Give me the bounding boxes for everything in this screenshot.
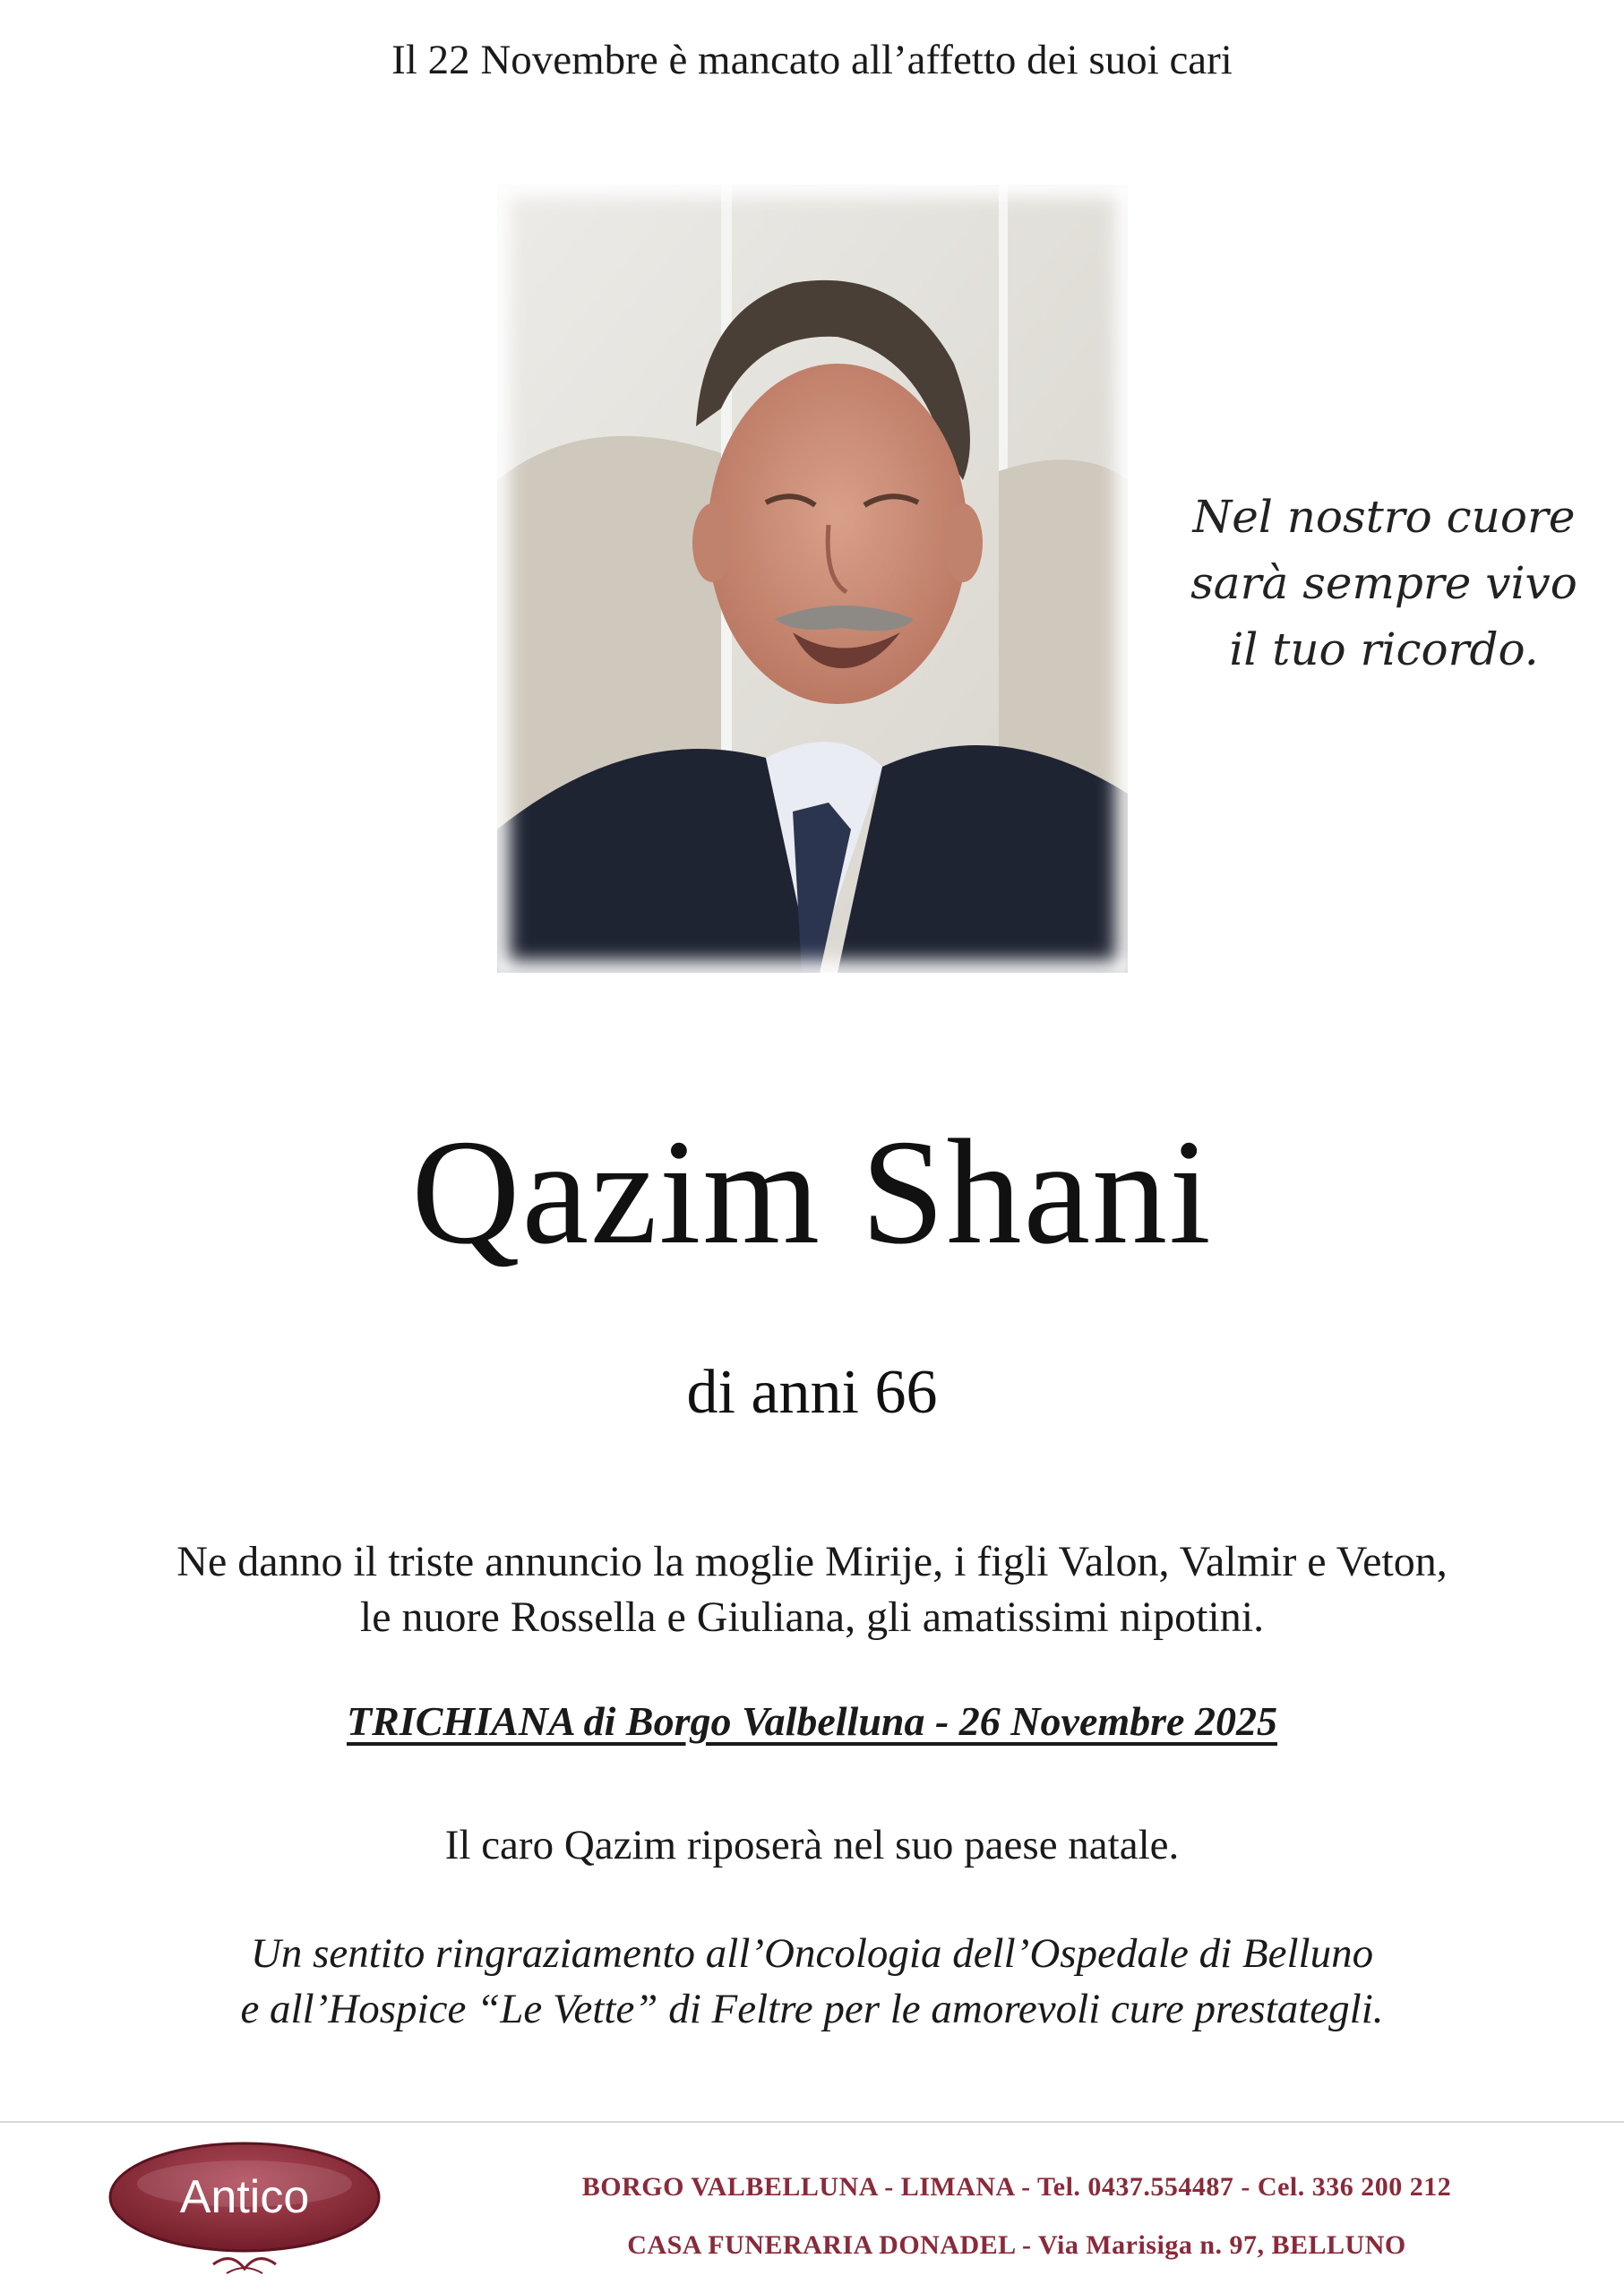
announcement-line-2: le nuore Rossella e Giuliana, gli amatissimi nipotini. — [359, 1593, 1265, 1641]
portrait-image — [497, 185, 1128, 973]
place-and-date: TRICHIANA di Borgo Valbelluna - 26 Novembre 2025 — [347, 1698, 1277, 1744]
memorial-verse — [1173, 484, 1594, 683]
deceased-age: di anni 66 — [686, 1358, 938, 1427]
antico-logo — [106, 2139, 383, 2293]
portrait-photo — [497, 185, 1128, 973]
footer-address: CASA FUNERARIA DONADEL - Via Marisiga n. 97, BELLUNO — [627, 2230, 1406, 2260]
burial-note: Il caro Qazim riposerà nel suo paese natale. — [444, 1822, 1180, 1868]
intro-text: Il 22 Novembre è mancato all’affetto dei suoi cari — [391, 37, 1233, 83]
deceased-name: Qazim Shani — [411, 1109, 1213, 1275]
announcement-line-1: Ne danno il triste annuncio la moglie Mirije, i figli Valon, Valmir e Veton, — [176, 1538, 1448, 1585]
logo-text: Antico — [179, 2171, 310, 2223]
thanks-note — [0, 1926, 1624, 2037]
footer-divider — [0, 2121, 1624, 2123]
verse-line-1: Nel nostro cuore — [1192, 491, 1576, 543]
verse-line-3: il tuo ricordo. — [1229, 623, 1539, 675]
thanks-line-2: e all’Hospice “Le Vette” di Feltre per le amorevoli cure prestategli. — [240, 1986, 1384, 2032]
thanks-line-1: Un sentito ringraziamento all’Oncologia dell’Ospedale di Belluno — [250, 1930, 1374, 1977]
verse-line-2: sarà sempre vivo — [1190, 557, 1577, 609]
announcement — [0, 1534, 1624, 1645]
footer-contacts: BORGO VALBELLUNA - LIMANA - Tel. 0437.554487 - Cel. 336 200 212 — [581, 2172, 1452, 2202]
